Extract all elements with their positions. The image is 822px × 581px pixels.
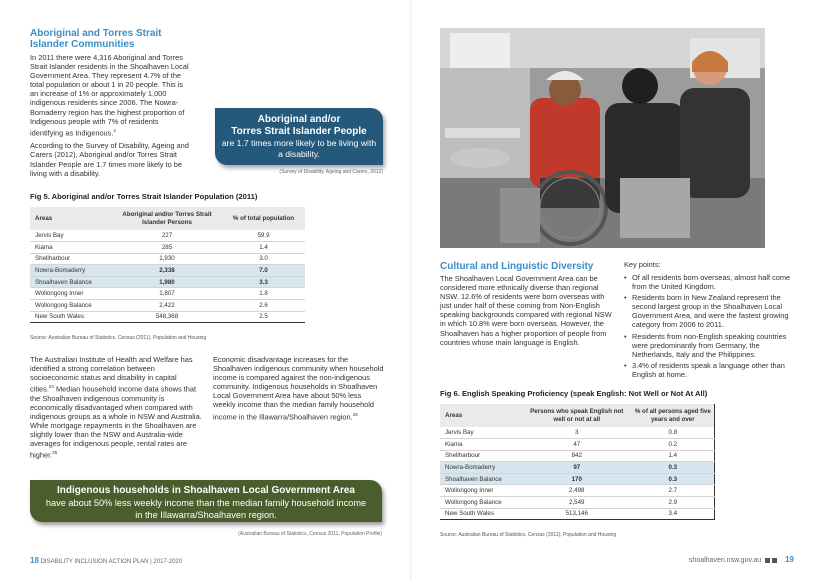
fig5-persons: 1,980 [112,276,222,288]
fig5-header-persons: Aboriginal and/or Torres Strait Islander Persons [112,207,222,230]
key-points-list [624,273,794,381]
table-row [30,300,305,312]
document-title: DISABILITY INCLUSION ACTION PLAN | 2017-2020 [40,559,183,565]
key-point: • Residents from non-English speaking countries were predominantly from Germany, the Netherlands, Italy and the Philippines. [624,332,794,359]
fig6-table [440,404,715,520]
fig6-header-persons: Persons who speak English not well or not at all [522,404,632,427]
fig6-pct: 2.7 [632,485,715,497]
fig5-area: Wollongong Balance [30,300,112,312]
fig6-area: Nowra-Bomaderry [440,462,522,474]
fig6-area: Wollongong Balance [440,497,522,509]
table-row [440,427,715,439]
key-point: • Of all residents born overseas, almost half come from the United Kingdom. [624,273,794,291]
table-row [440,439,715,451]
table-row [440,485,715,497]
footnote-ref: 2 [113,127,116,133]
table-row [30,265,305,277]
table-row [30,253,305,265]
fig5-persons: 2,422 [112,300,222,312]
fig5-pct: 3.3 [222,276,305,288]
callout-text: are 1.7 times more likely to be living with a disability. [221,138,377,159]
disability-callout [215,108,383,165]
fig6-persons: 513,146 [522,508,632,520]
fig6-area: Kiama [440,439,522,451]
fig5-persons: 1,930 [112,253,222,265]
fig5-pct: 1.8 [222,288,305,300]
fig6-persons: 2,498 [522,485,632,497]
fig6-header-areas: Areas [440,404,522,427]
fig6-pct: 0.2 [632,439,715,451]
callout-title-2: Torres Strait Islander People [231,126,367,137]
fig5-title: Fig 5. Aboriginal and/or Torres Strait Islander Population (2011) [30,192,258,201]
cald-heading: Cultural and Linguistic Diversity [440,261,594,272]
fig5-area: Kiama [30,242,112,254]
fig6-area: New South Wales [440,508,522,520]
community-photo [440,28,765,248]
fig6-persons: 842 [522,450,632,462]
fig6-area: Wollongong Inner [440,485,522,497]
fig5-pct: 1.4 [222,242,305,254]
page-gutter [410,0,412,581]
fig5-persons: 227 [112,230,222,242]
fig5-area: Jervis Bay [30,230,112,242]
fig5-persons: 1,807 [112,288,222,300]
cald-paragraph: The Shoalhaven Local Government Area can be considered more ethnically diverse than regional NSW. 12.6% of residents were born overseas with just under half of these coming from Non-English speaking backgrounds compared with regional NSW in which 10.8% were born overseas. However, the Shoalhaven has a higher proportion of people from countries whose main language is English. [440,274,612,347]
income-banner [30,480,382,522]
table-row [30,311,305,323]
facebook-icon[interactable] [765,558,770,563]
table-row [440,450,715,462]
fig6-pct: 2.9 [632,497,715,509]
key-point: • Residents born in New Zealand represent the second largest group in the Shoalhaven Local Government Area, and were the fastest growing category from 2006 to 2011. [624,293,794,329]
fig5-pct: 59.9 [222,230,305,242]
intro-paragraph-1: In 2011 there were 4,316 Aboriginal and Torres Strait Islander residents in the Shoalhaven Local Government Area. They represent 4.7% of the total population or about 1 in 20 people. This is an increase of 1% or approximately 1,000 indigenous residents since 2006. The Nowra-Bomaderry region has the highest proportion of Indigenous people with 7% of residents identifying as Indigenous. [30,53,189,138]
footnote-ref: 26 [352,411,358,417]
fig6-area: Shoalhaven Balance [440,473,522,485]
banner-source: (Australian Bureau of Statistics, Census 2011, Population Profile) [238,531,382,537]
fig6-persons: 2,549 [522,497,632,509]
fig5-area: Shellharbour [30,253,112,265]
website-url[interactable]: shoalhaven.nsw.gov.au [688,557,762,564]
fig6-pct: 0.3 [632,473,715,485]
fig6-pct: 0.3 [632,462,715,474]
fig5-persons: 2,338 [112,265,222,277]
callout-source: (Survey of Disability, Ageing and Carers, 2012) [279,169,383,175]
banner-text: have about 50% less weekly income than the median family household income in the Illawarra/Shoalhaven region. [45,498,367,520]
page-number-right: 19 [785,555,794,564]
fig5-header-pct: % of total population [222,207,305,230]
fig5-area: Wollongong Inner [30,288,112,300]
fig5-area: Nowra-Bomaderry [30,265,112,277]
fig5-pct: 2.5 [222,311,305,323]
callout-title-1: Aboriginal and/or [257,114,341,125]
fig5-pct: 3.0 [222,253,305,265]
footnote-ref: 24 [48,384,54,390]
fig6-persons: 3 [522,427,632,439]
fig5-area: New South Wales [30,311,112,323]
col2-text: Economic disadvantage increases for the Shoalhaven indigenous community when household income is compared against the non-indigenous community. Indigenous households in Shoalhaven Local Government Area have about 50% less weekly income than the median family household income in the Illawarra/Shoalhaven region. [213,355,384,422]
table-row [440,462,715,474]
fig6-persons: 170 [522,473,632,485]
table-row [30,288,305,300]
fig6-pct: 0.8 [632,427,715,439]
page-number-left: 18 [30,556,39,565]
footer-left [30,556,182,565]
banner-title: Indigenous households in Shoalhaven Local Government Area [56,485,355,496]
fig6-persons: 97 [522,462,632,474]
fig5-header-areas: Areas [30,207,112,230]
section-heading: Aboriginal and Torres Strait Islander Communities [30,28,162,50]
fig6-area: Shellharbour [440,450,522,462]
intro-paragraph-2: According to the Survey of Disability, Ageing and Carers (2012), Aboriginal and/or Torres Strait Islander People are 1.7 times more likely to be living with a disability. [30,141,189,178]
footnote-ref: 25 [52,450,58,456]
fig5-persons: 548,368 [112,311,222,323]
table-row [440,497,715,509]
key-points-title: Key points: [624,260,661,269]
fig5-pct: 2.6 [222,300,305,312]
column-1-text [30,355,202,460]
key-point: • 3.4% of residents speak a language other than English at home. [624,361,794,379]
col1-text-b: Median household income data shows that the Shoalhaven indigenous community is economically disadvantaged when compared with indigenous groups as a whole in NSW and Australia. While mortgage repayments in the Shoalhaven are slightly lower than the NSW and Australia-wide averages for indigenous people, rental rates are higher. [30,384,202,460]
table-row [30,276,305,288]
fig6-area: Jervis Bay [440,427,522,439]
intro-text [30,53,192,182]
col1-text-a: The Australian Institute of Health and Welfare has identified a strong correlation between socioeconomic status and disability in capital cities. [30,355,193,394]
fig5-persons: 285 [112,242,222,254]
table-row [30,230,305,242]
fig6-title: Fig 6. English Speaking Proficiency (speak English: Not Well or Not At All) [440,389,708,398]
fig5-area: Shoalhaven Balance [30,276,112,288]
fig5-pct: 7.0 [222,265,305,277]
fig6-persons: 47 [522,439,632,451]
fig5-source: Source: Australian Bureau of Statistics, Census (2011), Population and Housing [30,335,207,341]
table-row [440,473,715,485]
fig5-table [30,207,305,323]
fig6-header-pct: % of all persons aged five years and over [632,404,715,427]
twitter-icon[interactable] [772,558,777,563]
fig6-source: Source: Australian Bureau of Statistics, Census (2011), Population and Housing [440,532,617,538]
table-row [30,242,305,254]
photo-illustration [440,28,765,248]
footer-right [689,555,794,564]
fig6-pct: 3.4 [632,508,715,520]
fig6-pct: 1.4 [632,450,715,462]
table-row [440,508,715,520]
column-2-text [213,355,385,421]
